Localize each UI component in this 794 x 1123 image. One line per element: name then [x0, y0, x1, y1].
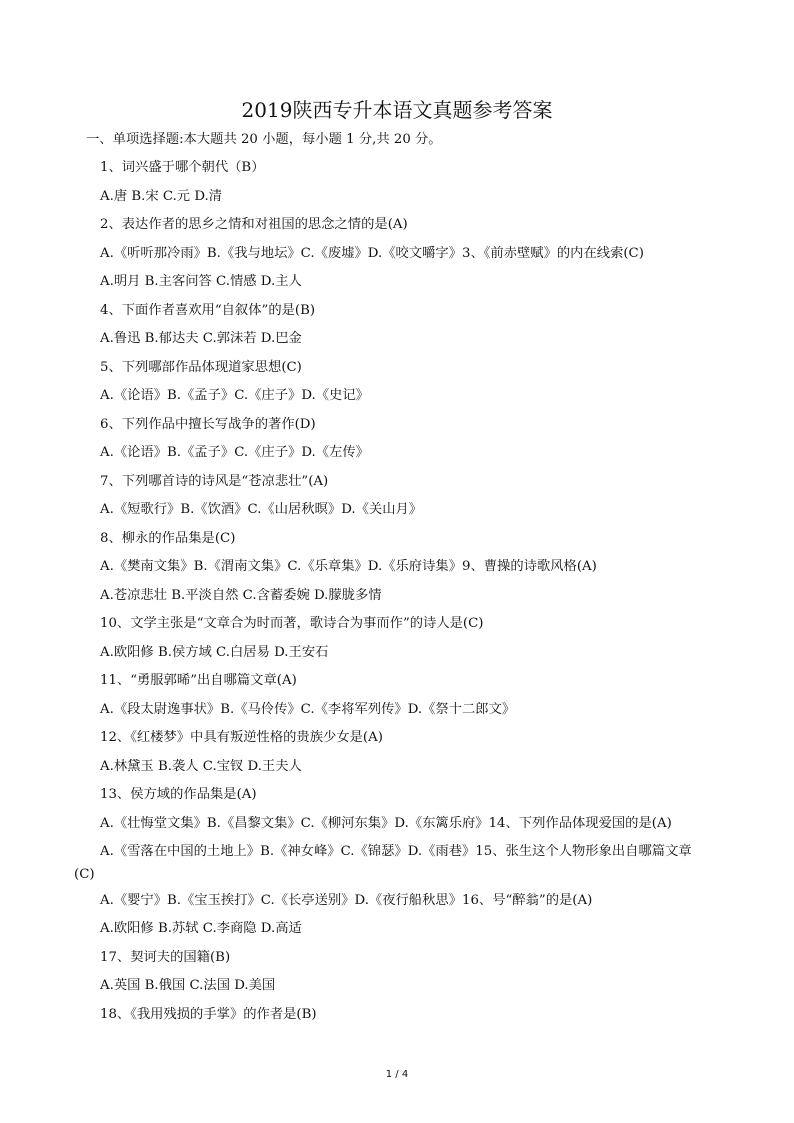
question-12: 12、《红楼梦》中具有叛逆性格的贵族少女是(A) [100, 730, 383, 745]
question-10: 10、文学主张是“文章合为时而著，歌诗合为事而作”的诗人是(C) [100, 616, 484, 631]
options-15-question-16: A.《婴宁》B.《宝玉挨打》C.《长亭送别》D.《夜行船秋思》16、号“醉翁”的是(A) [100, 893, 593, 908]
options-4: A.鲁迅 B.郁达夫 C.郭沫若 D.巴金 [100, 331, 302, 346]
question-11: 11、“勇服郭晞”出自哪篇文章(A) [100, 673, 297, 688]
question-15-answer: (C) [74, 867, 95, 882]
question-2: 2、表达作者的思乡之情和对祖国的思念之情的是(A) [100, 217, 408, 232]
options-14-question-15: A.《雪落在中国的土地上》B.《神女峰》C.《锦瑟》D.《雨巷》15、张生这个人物形象出自哪篇文章 [100, 844, 692, 859]
question-13: 13、侯方域的作品集是(A) [100, 787, 257, 802]
options-9: A.苍凉悲壮 B.平淡自然 C.含蓄委婉 D.朦胧多情 [100, 588, 382, 603]
options-13-question-14: A.《壮悔堂文集》B.《昌黎文集》C.《柳河东集》D.《东篱乐府》14、下列作品体现爱国的是(A) [100, 816, 672, 831]
question-17: 17、契诃夫的国籍(B) [100, 950, 231, 965]
question-18: 18、《我用残损的手掌》的作者是(B) [100, 1007, 317, 1022]
section-heading: 一、单项选择题:本大题共 20 小题，每小题 1 分,共 20 分。 [86, 132, 442, 147]
question-7: 7、下列哪首诗的诗风是“苍凉悲壮”(A) [100, 474, 329, 489]
options-16: A.欧阳修 B.苏轼 C.李商隐 D.高适 [100, 921, 302, 936]
options-5: A.《论语》B.《孟子》C.《庄子》D.《史记》 [100, 388, 369, 403]
options-6: A.《论语》B.《孟子》C.《庄子》D.《左传》 [100, 445, 369, 460]
options-1: A.唐 B.宋 C.元 D.清 [100, 189, 223, 204]
options-3: A.明月 B.主客问答 C.情感 D.主人 [100, 274, 302, 289]
options-8-question-9: A.《樊南文集》B.《渭南文集》C.《乐章集》D.《乐府诗集》9、曹操的诗歌风格(A) [100, 559, 597, 574]
options-11: A.《段太尉逸事状》B.《马伶传》C.《李将军列传》D.《祭十二郎文》 [100, 702, 516, 717]
options-17: A.英国 B.俄国 C.法国 D.美国 [100, 978, 276, 993]
options-10: A.欧阳修 B.侯方域 C.白居易 D.王安石 [100, 645, 329, 660]
question-8: 8、柳永的作品集是(C) [100, 531, 236, 546]
page-number: 1 / 4 [385, 1069, 409, 1080]
question-1: 1、词兴盛于哪个朝代（B） [100, 160, 265, 175]
options-12: A.林黛玉 B.袭人 C.宝钗 D.王夫人 [100, 759, 302, 774]
question-4: 4、下面作者喜欢用“自叙体”的是(B) [100, 303, 316, 318]
page-title: 2019陕西专升本语文真题参考答案 [241, 98, 553, 122]
options-2-question-3: A.《听听那冷雨》B.《我与地坛》C.《废墟》D.《咬文嚼字》3、《前赤壁赋》的内在线索(C) [100, 246, 644, 261]
question-5: 5、下列哪部作品体现道家思想(C) [100, 360, 302, 375]
options-7: A.《短歌行》B.《饮酒》C.《山居秋暝》D.《关山月》 [100, 502, 423, 517]
question-6: 6、下列作品中擅长写战争的著作(D) [100, 417, 316, 432]
